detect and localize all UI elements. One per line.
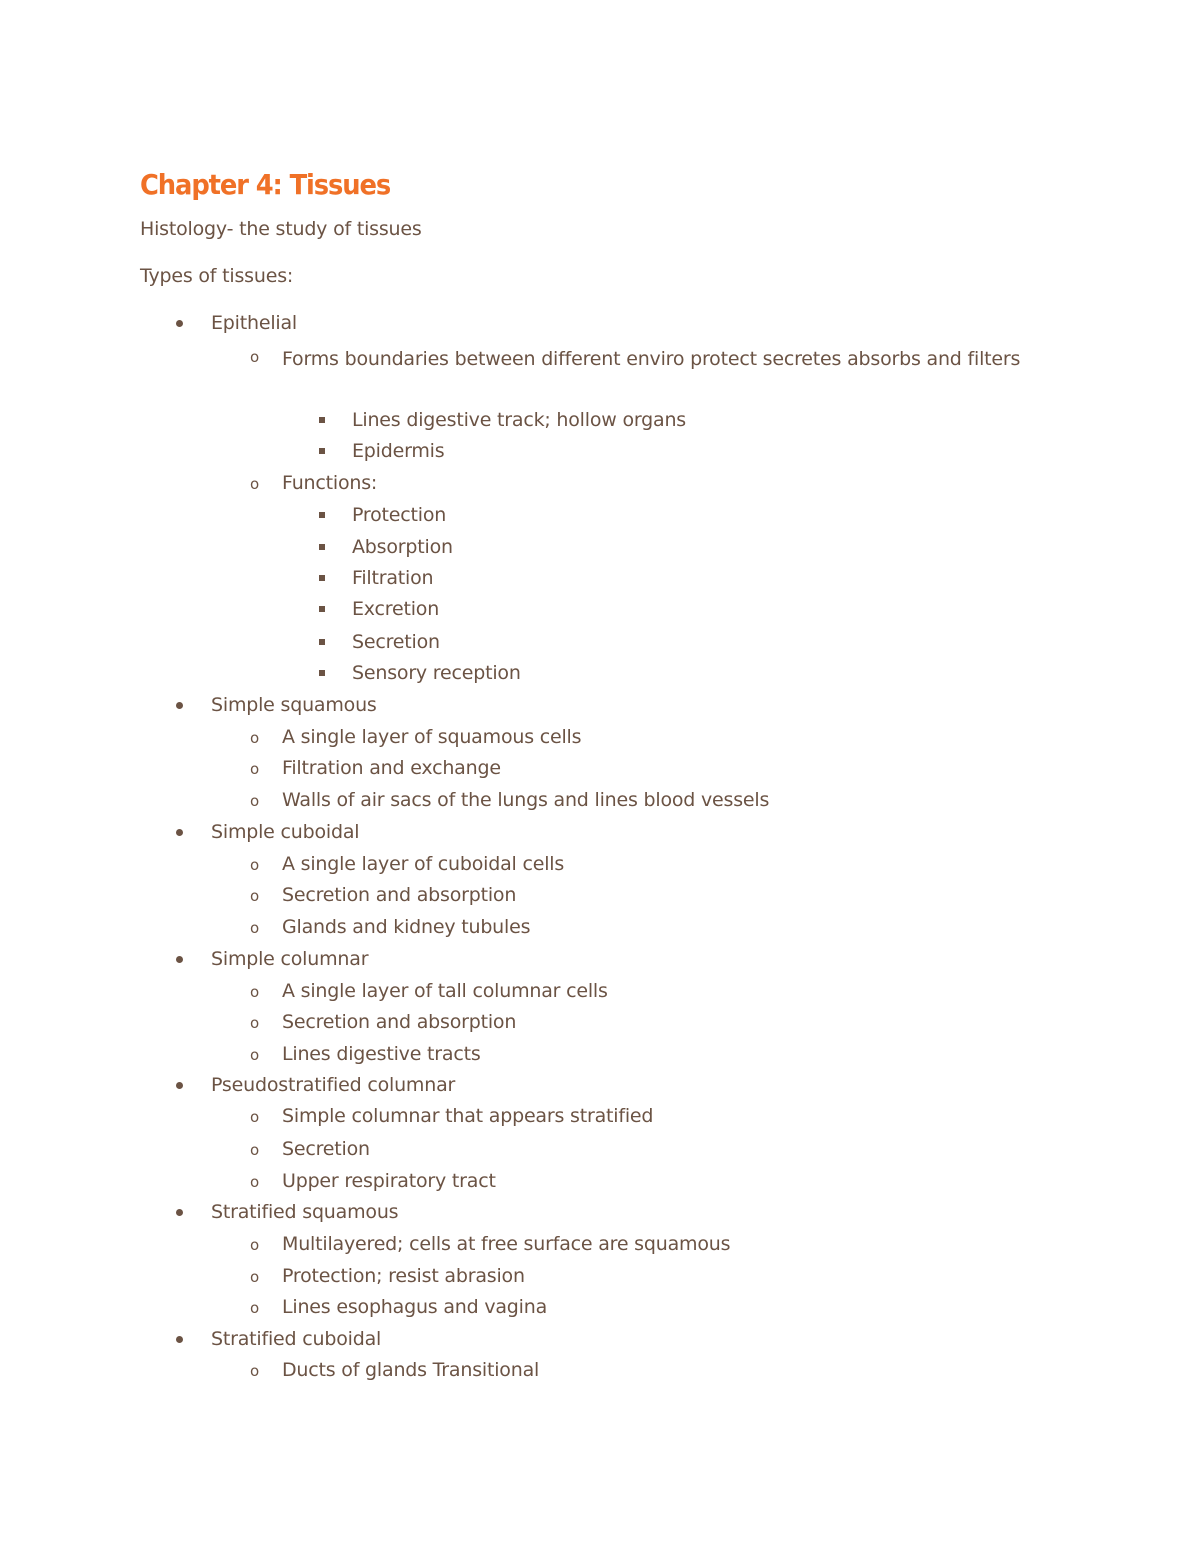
bullet-square-icon [319, 606, 325, 612]
histology-definition: Histology- the study of tissues [140, 218, 422, 240]
bullet-circle-icon: o [250, 1108, 260, 1126]
bullet-circle-icon: o [250, 760, 260, 778]
outline-item-level-3: Epidermis [352, 440, 445, 462]
bullet-circle-icon: o [250, 887, 260, 905]
bullet-circle-icon: o [250, 856, 260, 874]
bullet-circle-icon: o [250, 348, 260, 366]
bullet-disc-icon [176, 1336, 183, 1343]
bullet-square-icon [319, 417, 325, 423]
outline-item-level-3: Excretion [352, 598, 440, 620]
bullet-circle-icon: o [250, 1014, 260, 1032]
outline-item-level-2: Protection; resist abrasion [282, 1265, 525, 1287]
bullet-disc-icon [176, 829, 183, 836]
outline-item-level-1: Stratified squamous [211, 1201, 399, 1223]
outline-item-level-2: Filtration and exchange [282, 757, 501, 779]
chapter-title: Chapter 4: Tissues [140, 168, 391, 201]
bullet-circle-icon: o [250, 729, 260, 747]
bullet-disc-icon [176, 702, 183, 709]
outline-item-level-1: Simple squamous [211, 694, 377, 716]
outline-item-level-1: Stratified cuboidal [211, 1328, 382, 1350]
outline-item-level-3: Sensory reception [352, 662, 521, 684]
bullet-circle-icon: o [250, 475, 260, 493]
bullet-circle-icon: o [250, 1046, 260, 1064]
outline-item-level-2: Glands and kidney tubules [282, 916, 531, 938]
bullet-disc-icon [176, 1082, 183, 1089]
bullet-circle-icon: o [250, 919, 260, 937]
bullet-disc-icon [176, 956, 183, 963]
outline-item-level-2: Multilayered; cells at free surface are squamous [282, 1233, 731, 1255]
outline-item-level-2: Secretion [282, 1138, 370, 1160]
outline-item-level-2: Simple columnar that appears stratified [282, 1105, 654, 1127]
outline-item-level-2: Lines digestive tracts [282, 1043, 481, 1065]
outline-item-level-1: Simple cuboidal [211, 821, 360, 843]
bullet-square-icon [319, 639, 325, 645]
outline-item-level-3: Secretion [352, 631, 440, 653]
bullet-disc-icon [176, 1209, 183, 1216]
bullet-square-icon [319, 448, 325, 454]
outline-item-level-1: Simple columnar [211, 948, 369, 970]
bullet-circle-icon: o [250, 1173, 260, 1191]
outline-item-level-2: Secretion and absorption [282, 884, 517, 906]
outline-item-level-2: Lines esophagus and vagina [282, 1296, 548, 1318]
outline-item-level-2: A single layer of squamous cells [282, 726, 582, 748]
outline-item-level-3: Lines digestive track; hollow organs [352, 409, 686, 431]
bullet-circle-icon: o [250, 1362, 260, 1380]
bullet-square-icon [319, 575, 325, 581]
outline-item-level-2: Forms boundaries between different enviro protect secretes absorbs and filters [282, 348, 1021, 370]
bullet-disc-icon [176, 320, 183, 327]
bullet-circle-icon: o [250, 1236, 260, 1254]
bullet-circle-icon: o [250, 1141, 260, 1159]
outline-item-level-2: Ducts of glands Transitional [282, 1359, 540, 1381]
outline-item-level-1: Pseudostratified columnar [211, 1074, 456, 1096]
bullet-circle-icon: o [250, 792, 260, 810]
bullet-square-icon [319, 670, 325, 676]
bullet-circle-icon: o [250, 983, 260, 1001]
outline-item-level-3: Filtration [352, 567, 434, 589]
bullet-square-icon [319, 512, 325, 518]
outline-item-level-2: Walls of air sacs of the lungs and lines blood vessels [282, 789, 770, 811]
bullet-circle-icon: o [250, 1268, 260, 1286]
outline-item-level-3: Absorption [352, 536, 453, 558]
outline-item-level-2: Functions: [282, 472, 378, 494]
outline-item-level-2: A single layer of cuboidal cells [282, 853, 565, 875]
types-of-tissues-heading: Types of tissues: [140, 265, 294, 287]
bullet-square-icon [319, 544, 325, 550]
outline-item-level-2: Secretion and absorption [282, 1011, 517, 1033]
outline-item-level-1: Epithelial [211, 312, 298, 334]
outline-item-level-3: Protection [352, 504, 447, 526]
outline-item-level-2: Upper respiratory tract [282, 1170, 496, 1192]
outline-item-level-2: A single layer of tall columnar cells [282, 980, 608, 1002]
bullet-circle-icon: o [250, 1299, 260, 1317]
